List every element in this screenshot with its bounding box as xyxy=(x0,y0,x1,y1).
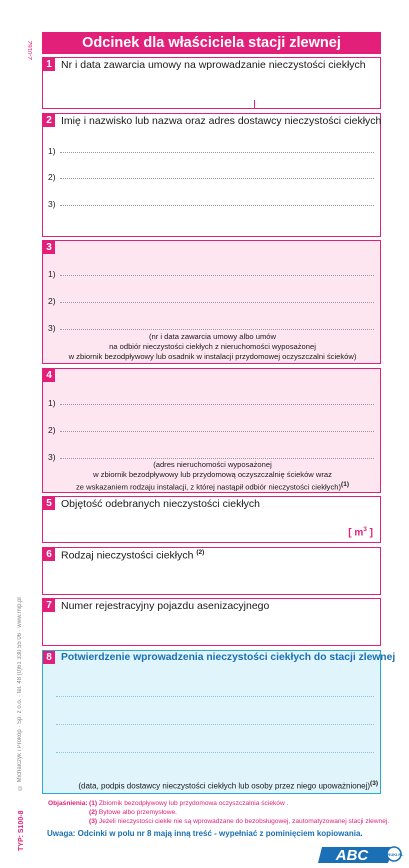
line-number: 2) xyxy=(48,172,56,182)
field-hint: (nr i data zawarcia umowy albo umów na odbiór nieczystości ciekłych z nieruchomości wyposażonej w zbiornik bezodpływowy lub osadnik w instalacji przydomowej oczyszczalni ścieków) xyxy=(68,332,357,361)
footnotes-heading: Objaśnienia: xyxy=(48,800,88,807)
section-4[interactable] xyxy=(42,368,381,493)
section-title: Nr i data zawarcia umowy na wprowadzanie nieczystości ciekłych xyxy=(61,59,366,71)
line-number: 3) xyxy=(48,199,56,209)
line-number: 1) xyxy=(48,146,56,156)
section-number: 7 xyxy=(43,599,55,612)
section-3[interactable] xyxy=(42,240,381,364)
section-7[interactable] xyxy=(42,598,381,646)
line-number: 3) xyxy=(48,452,56,462)
abc-druki-logo xyxy=(318,843,404,865)
form-code: Z-016Z xyxy=(28,40,34,60)
line-number: 2) xyxy=(48,296,56,306)
section-title: Objętość odebranych nieczystości ciekłych xyxy=(61,498,261,510)
section-6[interactable] xyxy=(42,547,381,595)
line-number: 2) xyxy=(48,425,56,435)
page-title: Odcinek dla właściciela stacji zlewnej xyxy=(42,32,381,54)
publisher-imprint: © Michalczyk i Prokop · Sp. z o.o. · tel. 48 (0)61 330 55 06 · www.mip.pl xyxy=(17,597,23,790)
line-number: 3) xyxy=(48,323,56,333)
footnote: (2) Bytowe albo przemysłowe. xyxy=(89,809,177,816)
field-hint: (adres nieruchomości wyposażonej w zbiornik bezodpływowy lub przydomową oczyszczalnię ścieków wraz ze wskazaniem rodzaju instalacji, z której nastąpił odbiór nieczystości ciekłych)(1) xyxy=(75,460,349,492)
section-title: Rodzaj nieczystości ciekłych $^{(2)}$ xyxy=(61,549,205,562)
section-number: 8 xyxy=(43,651,55,664)
copy-warning: Uwaga: Odcinki w polu nr 8 mają inną treść - wypełniać z pominięciem kopiowania. xyxy=(47,829,363,838)
line-number: 1) xyxy=(48,269,56,279)
section-number: 1 xyxy=(43,58,55,71)
field-hint: (data, podpis dostawcy nieczystości ciekłych lub osoby przez niego upoważnionej)$^{(3)}$ xyxy=(78,780,378,791)
section-number: 6 xyxy=(43,548,55,561)
section-title: Imię i nazwisko lub nazwa oraz adres dostawcy nieczystości ciekłych xyxy=(61,115,382,127)
section-1[interactable] xyxy=(42,57,381,109)
footnote: (3) Jeżeli nieczystości ciekłe nie są wprowadzane do bezobsługowej, zautomatyzowanej stacji zlewnej. xyxy=(89,818,390,825)
section-title: Numer rejestracyjny pojazdu asenizacyjnego xyxy=(61,600,270,612)
section-number: 2 xyxy=(43,114,55,127)
unit-label: [ $m^3$ ] xyxy=(348,525,373,538)
form-type: TYP: S100-8 xyxy=(18,810,25,852)
section-number: 3 xyxy=(43,241,55,254)
section-2[interactable] xyxy=(42,113,381,237)
text-cursor xyxy=(254,100,255,108)
section-title: Potwierdzenie wprowadzenia nieczystości ciekłych do stacji zlewnej xyxy=(61,652,396,663)
footnote: (1) Zbiornik bezodpływowy lub przydomowa oczyszczalnia ścieków . xyxy=(89,800,289,807)
section-8[interactable] xyxy=(42,650,396,794)
logo-text: ABC xyxy=(335,847,369,864)
section-5[interactable] xyxy=(42,496,381,543)
logo-subtext: DRUKI.PL xyxy=(384,852,404,857)
line-number: 1) xyxy=(48,398,56,408)
section-number: 4 xyxy=(43,369,55,382)
section-number: 5 xyxy=(43,497,55,510)
